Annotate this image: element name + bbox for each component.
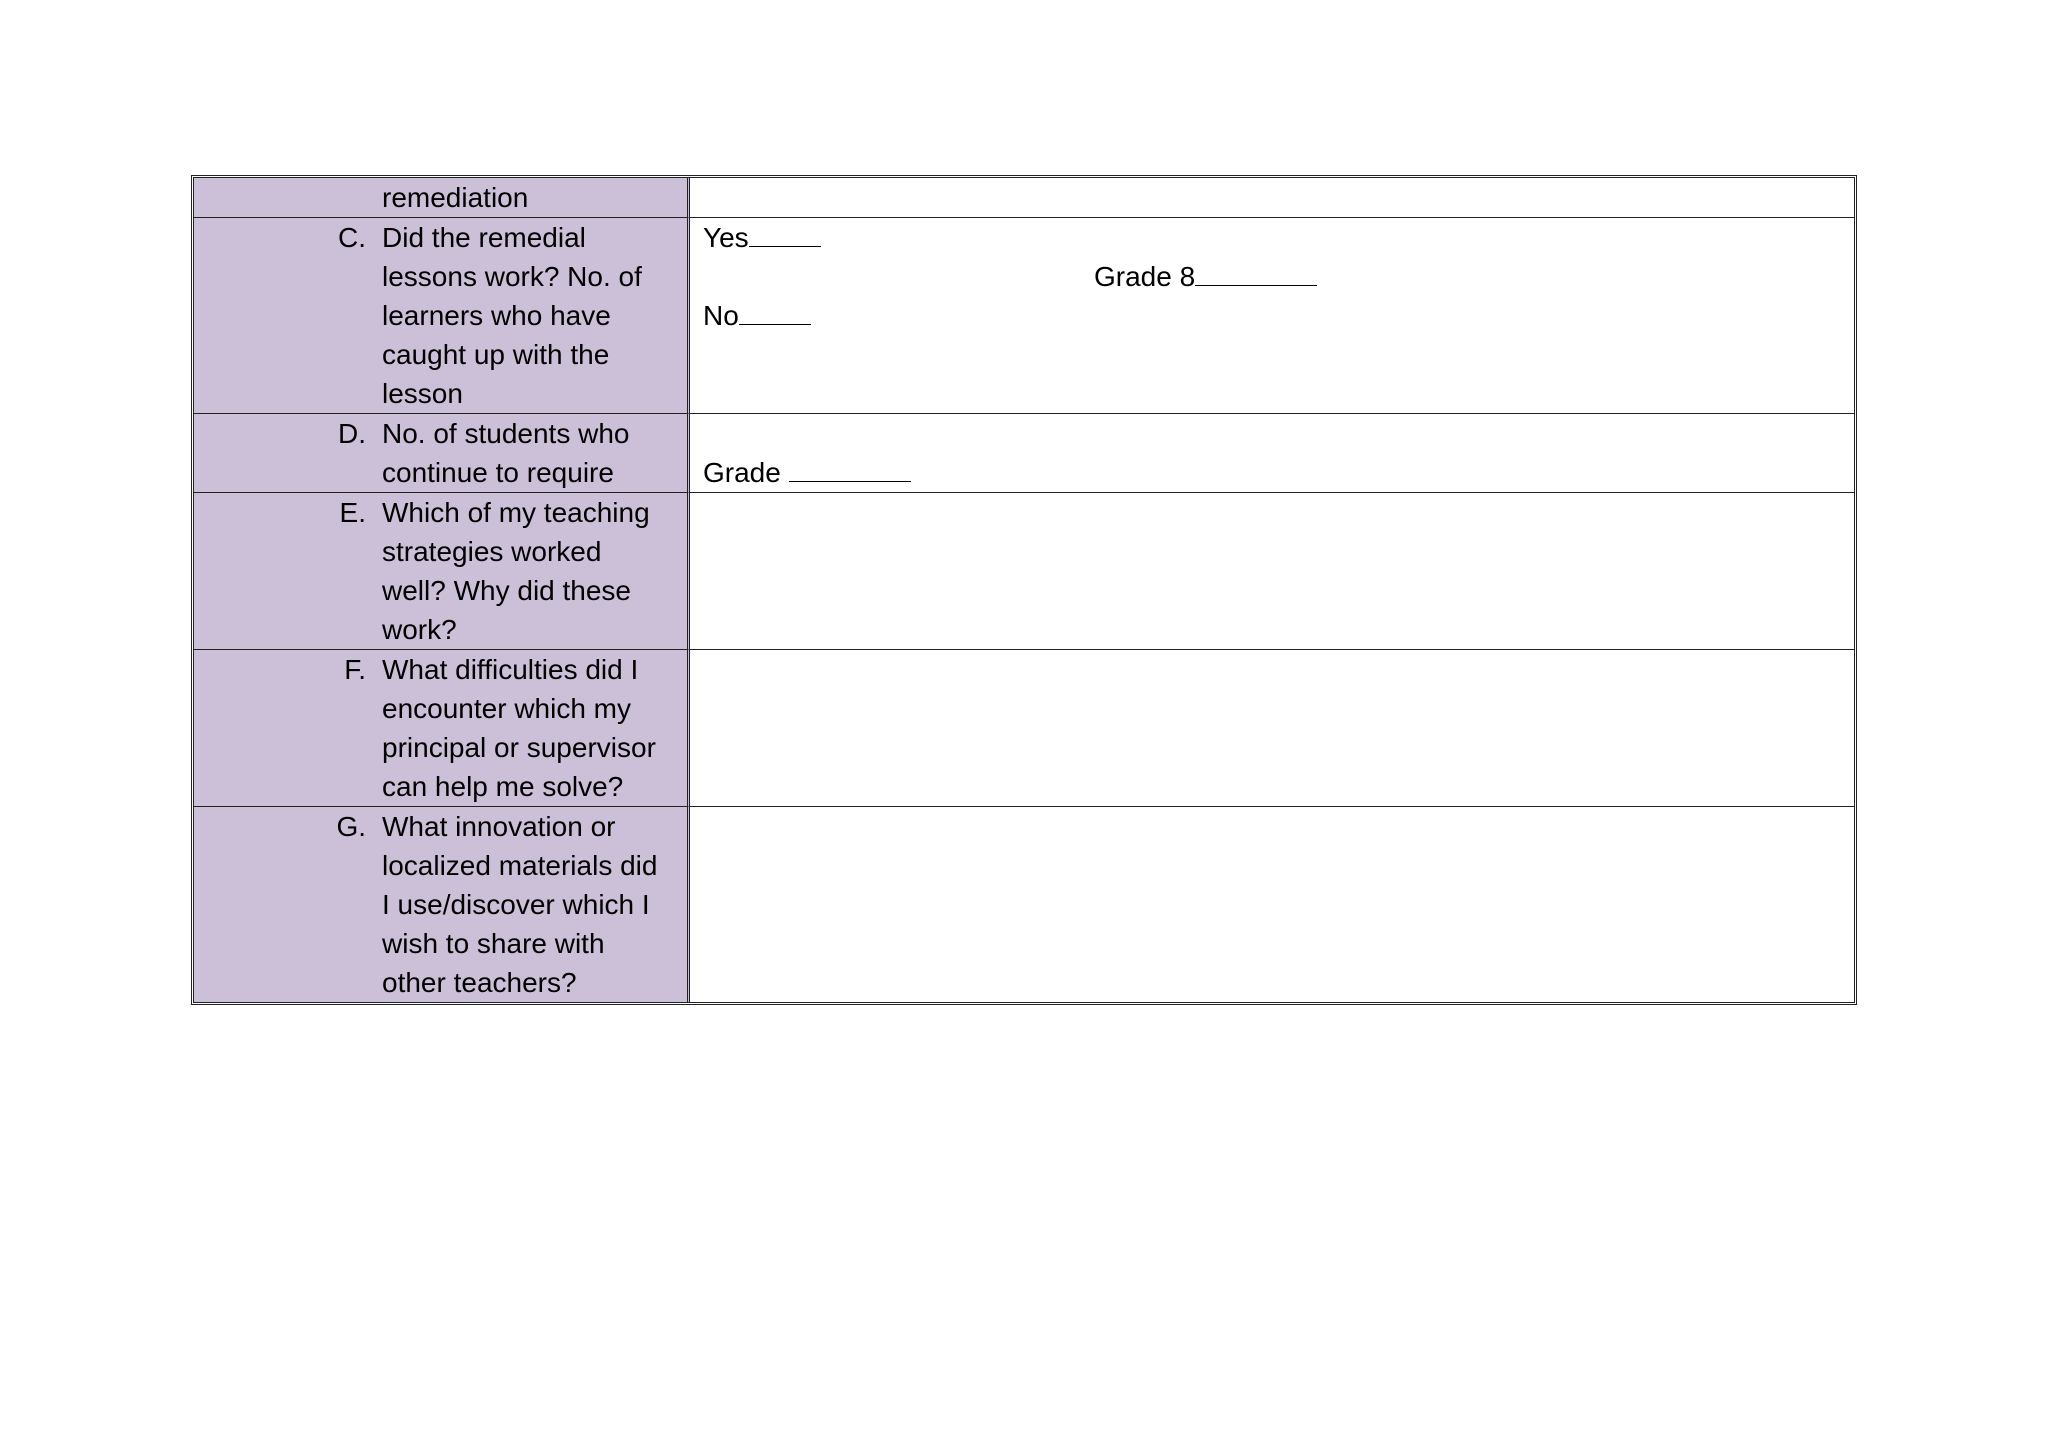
- grade-8-blank[interactable]: [1195, 259, 1317, 286]
- grade-line: [703, 453, 1854, 492]
- question-text: Did the remedial lessons work? No. of learners who have caught up with the lesson: [382, 222, 642, 409]
- no-label: No: [703, 300, 739, 331]
- item-letter: F.: [344, 654, 366, 685]
- answer-block: [690, 414, 1854, 492]
- question-text: remediation: [382, 182, 529, 213]
- reflection-table: [191, 175, 1857, 1005]
- yes-blank[interactable]: [749, 220, 821, 247]
- grade-label: Grade: [703, 457, 789, 488]
- question-text: What innovation or localized materials did I use/discover which I wish to share with other teachers?: [382, 811, 658, 998]
- table-row: [194, 414, 1854, 493]
- table-row: [194, 178, 1854, 218]
- question-text: Which of my teaching strategies worked well? Why did these work?: [382, 497, 650, 645]
- item-letter: C.: [338, 222, 366, 253]
- answer-cell[interactable]: [690, 218, 1854, 414]
- table-row: [194, 650, 1854, 807]
- question-cell: [194, 414, 690, 493]
- table-row: [194, 493, 1854, 650]
- answer-block: [690, 218, 1854, 335]
- item-letter: D.: [338, 418, 366, 449]
- table-row: [194, 218, 1854, 414]
- item-letter: E.: [339, 497, 366, 528]
- question-text: What difficulties did I encounter which my principal or supervisor can help me solve?: [382, 654, 656, 802]
- no-line: [703, 296, 1854, 335]
- answer-cell[interactable]: [690, 493, 1854, 650]
- item-letter: [194, 178, 382, 217]
- answer-cell[interactable]: [690, 178, 1854, 218]
- table-row: [194, 807, 1854, 1002]
- yes-line: [703, 218, 1854, 257]
- answer-cell[interactable]: [690, 650, 1854, 807]
- item-letter: G.: [336, 811, 366, 842]
- question-cell: [194, 178, 690, 218]
- no-blank[interactable]: [739, 298, 811, 325]
- question-cell: [194, 807, 690, 1002]
- answer-cell[interactable]: [690, 807, 1854, 1002]
- grade-blank[interactable]: [789, 455, 911, 482]
- answer-cell[interactable]: [690, 414, 1854, 493]
- grade-8-label: Grade 8: [1094, 261, 1196, 292]
- question-cell: [194, 493, 690, 650]
- question-text: No. of students who continue to require: [382, 418, 630, 488]
- grade-8-line: [1094, 257, 1317, 296]
- question-cell: [194, 218, 690, 414]
- question-cell: [194, 650, 690, 807]
- yes-label: Yes: [703, 222, 749, 253]
